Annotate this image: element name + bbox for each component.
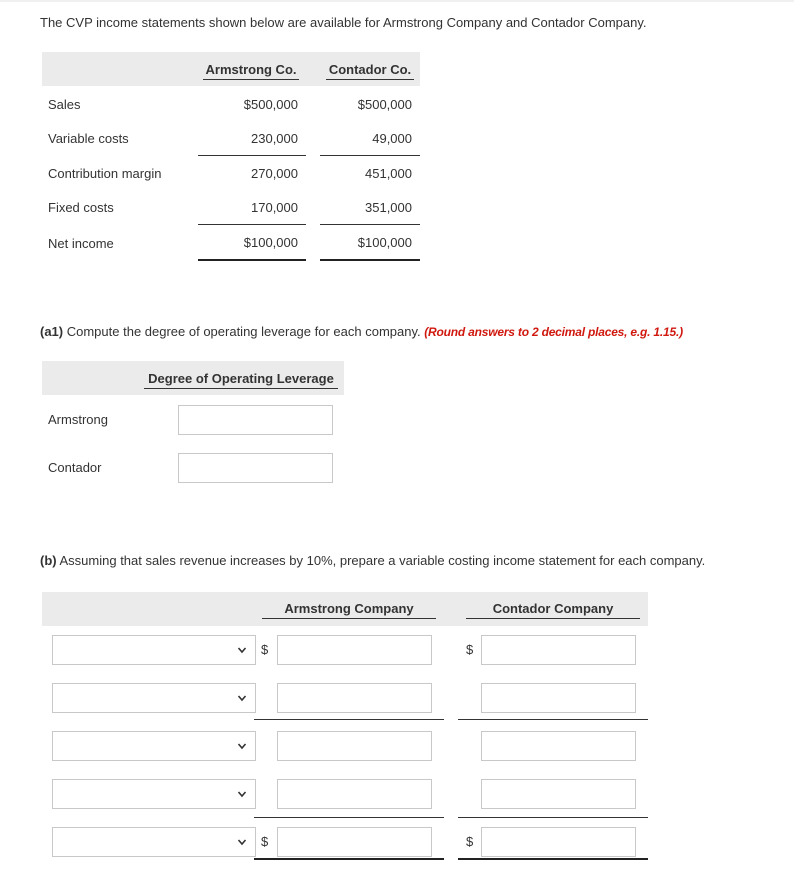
dollar-sign: $ [261, 642, 269, 657]
total-double-rule [320, 259, 420, 261]
chevron-down-icon [237, 693, 247, 703]
armstrong-contribution-margin: 270,000 [251, 166, 298, 181]
total-double-rule [198, 259, 306, 261]
total-double-rule [254, 858, 444, 860]
contador-dol-input[interactable] [178, 453, 333, 483]
dollar-sign: $ [466, 834, 474, 849]
subtotal-rule [198, 224, 306, 225]
dollar-sign: $ [466, 642, 474, 657]
top-divider [0, 0, 794, 2]
chevron-down-icon [237, 837, 247, 847]
column-header-contador: Contador Co. [326, 62, 414, 80]
row-label-sales: Sales [48, 97, 81, 112]
subtotal-rule [458, 817, 648, 818]
question-b [40, 553, 705, 568]
armstrong-amount-input[interactable] [277, 731, 432, 761]
question-a1 [40, 324, 683, 339]
subtotal-rule [320, 224, 420, 225]
row-label-contador: Contador [48, 460, 102, 475]
total-double-rule [458, 858, 648, 860]
line-item-select[interactable] [52, 779, 256, 809]
line-item-select[interactable] [52, 827, 256, 857]
armstrong-fixed-costs: 170,000 [251, 200, 298, 215]
question-a1-text: Compute the degree of operating leverage for each company. [63, 324, 425, 339]
row-label-contribution-margin: Contribution margin [48, 166, 162, 181]
contador-amount-input[interactable] [481, 635, 636, 665]
armstrong-amount-input[interactable] [277, 635, 432, 665]
subtotal-rule [320, 155, 420, 156]
chevron-down-icon [237, 741, 247, 751]
armstrong-net-income: $100,000 [243, 235, 298, 250]
line-item-select[interactable] [52, 731, 256, 761]
row-label-armstrong: Armstrong [48, 412, 108, 427]
chevron-down-icon [237, 789, 247, 799]
row-label-net-income: Net income [48, 236, 114, 251]
line-item-select[interactable] [52, 635, 256, 665]
armstrong-sales: $500,000 [243, 97, 298, 112]
subtotal-rule [198, 155, 306, 156]
armstrong-amount-input[interactable] [277, 683, 432, 713]
contador-fixed-costs: 351,000 [365, 200, 412, 215]
row-label-variable-costs: Variable costs [48, 131, 129, 146]
rounding-hint: (Round answers to 2 decimal places, e.g. 1.15.) [424, 325, 683, 339]
contador-amount-input[interactable] [481, 683, 636, 713]
contador-contribution-margin: 451,000 [365, 166, 412, 181]
contador-amount-input[interactable] [481, 827, 636, 857]
armstrong-dol-input[interactable] [178, 405, 333, 435]
armstrong-amount-input[interactable] [277, 779, 432, 809]
subtotal-rule [254, 817, 444, 818]
row-label-fixed-costs: Fixed costs [48, 200, 114, 215]
question-b-text: Assuming that sales revenue increases by 10%, prepare a variable costing income statement for each company. [56, 553, 706, 568]
column-header-armstrong: Armstrong Co. [203, 62, 299, 80]
contador-variable-costs: 49,000 [372, 131, 412, 146]
armstrong-variable-costs: 230,000 [251, 131, 298, 146]
intro-text: The CVP income statements shown below are available for Armstrong Company and Contador Company. [40, 15, 647, 30]
column-header-armstrong-company: Armstrong Company [262, 601, 436, 619]
contador-sales: $500,000 [357, 97, 412, 112]
question-b-label: (b) [40, 553, 57, 568]
contador-amount-input[interactable] [481, 779, 636, 809]
contador-amount-input[interactable] [481, 731, 636, 761]
chevron-down-icon [237, 645, 247, 655]
armstrong-amount-input[interactable] [277, 827, 432, 857]
column-header-contador-company: Contador Company [466, 601, 640, 619]
contador-net-income: $100,000 [357, 235, 412, 250]
line-item-select[interactable] [52, 683, 256, 713]
subtotal-rule [254, 719, 444, 720]
question-a1-label: (a1) [40, 324, 64, 339]
dollar-sign: $ [261, 834, 269, 849]
subtotal-rule [458, 719, 648, 720]
column-header-dol: Degree of Operating Leverage [144, 371, 338, 389]
